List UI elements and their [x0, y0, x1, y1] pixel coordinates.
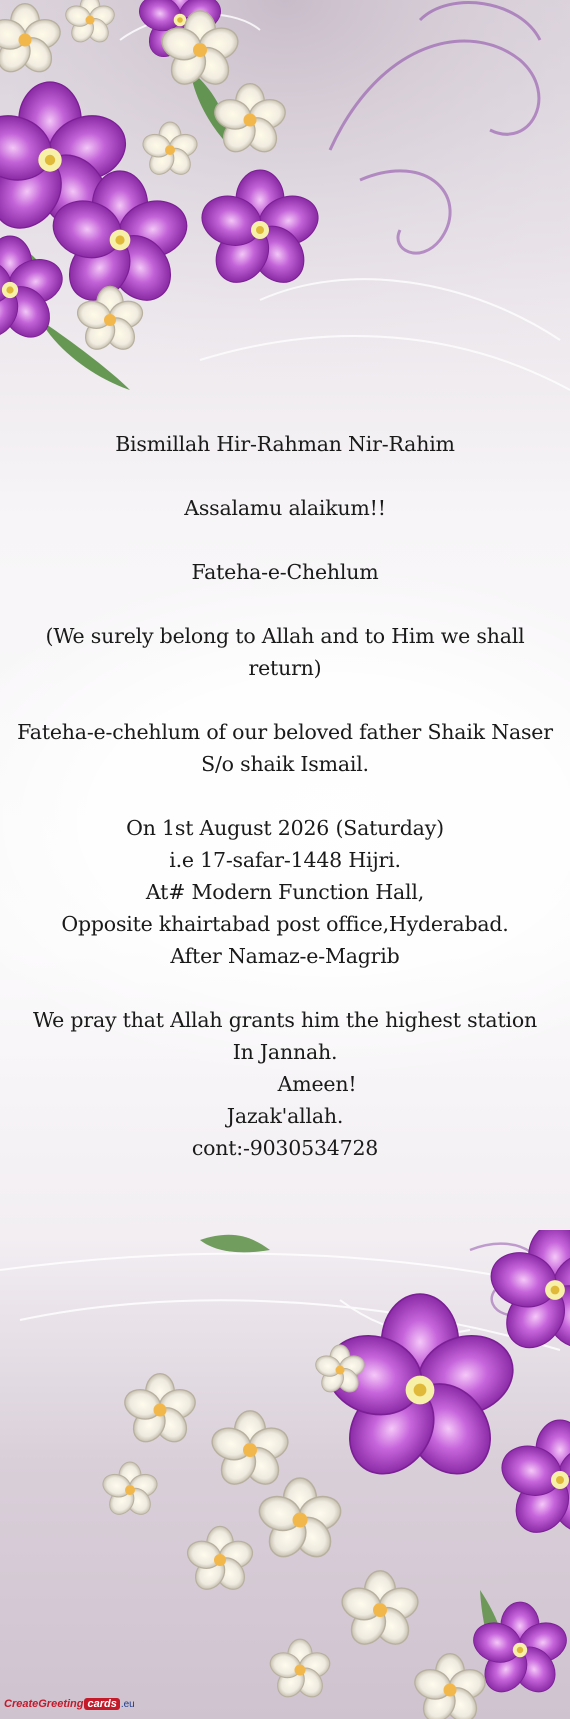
- prayer-line-2: In Jannah.: [232, 1040, 338, 1064]
- logo-text-3: .eu: [120, 1698, 135, 1710]
- event-hijri-date: i.e 17-safar-1448 Hijri.: [169, 848, 401, 872]
- event-title: Fateha-e-Chehlum: [191, 560, 379, 584]
- floral-decoration-top: [0, 0, 570, 430]
- logo-text-2: cards: [84, 1698, 119, 1710]
- logo-text-1: CreateGreeting: [4, 1698, 84, 1710]
- greeting-salam: Assalamu alaikum!!: [184, 496, 386, 520]
- floral-decoration-bottom: [0, 1230, 570, 1719]
- event-venue: At# Modern Function Hall,: [145, 880, 425, 904]
- verse-line-1: (We surely belong to Allah and to Him we shall: [45, 624, 525, 648]
- greeting-bismillah: Bismillah Hir-Rahman Nir-Rahim: [115, 432, 455, 456]
- invitation-text: [0, 428, 570, 1164]
- thanks-line: Jazak'allah.: [226, 1104, 344, 1128]
- event-time: After Namaz-e-Magrib: [170, 944, 400, 968]
- prayer-line-1: We pray that Allah grants him the highest station: [32, 1008, 537, 1032]
- verse-line-2: return): [248, 656, 322, 680]
- ameen-line: Ameen!: [277, 1072, 357, 1096]
- event-address: Opposite khairtabad post office,Hyderabad.: [61, 912, 509, 936]
- occasion-line-2: S/o shaik Ismail.: [201, 752, 369, 776]
- contact-line: cont:-9030534728: [191, 1136, 379, 1160]
- site-logo[interactable]: [4, 1694, 135, 1714]
- occasion-line-1: Fateha-e-chehlum of our beloved father Shaik Naser: [17, 720, 553, 744]
- event-date: On 1st August 2026 (Saturday): [126, 816, 444, 840]
